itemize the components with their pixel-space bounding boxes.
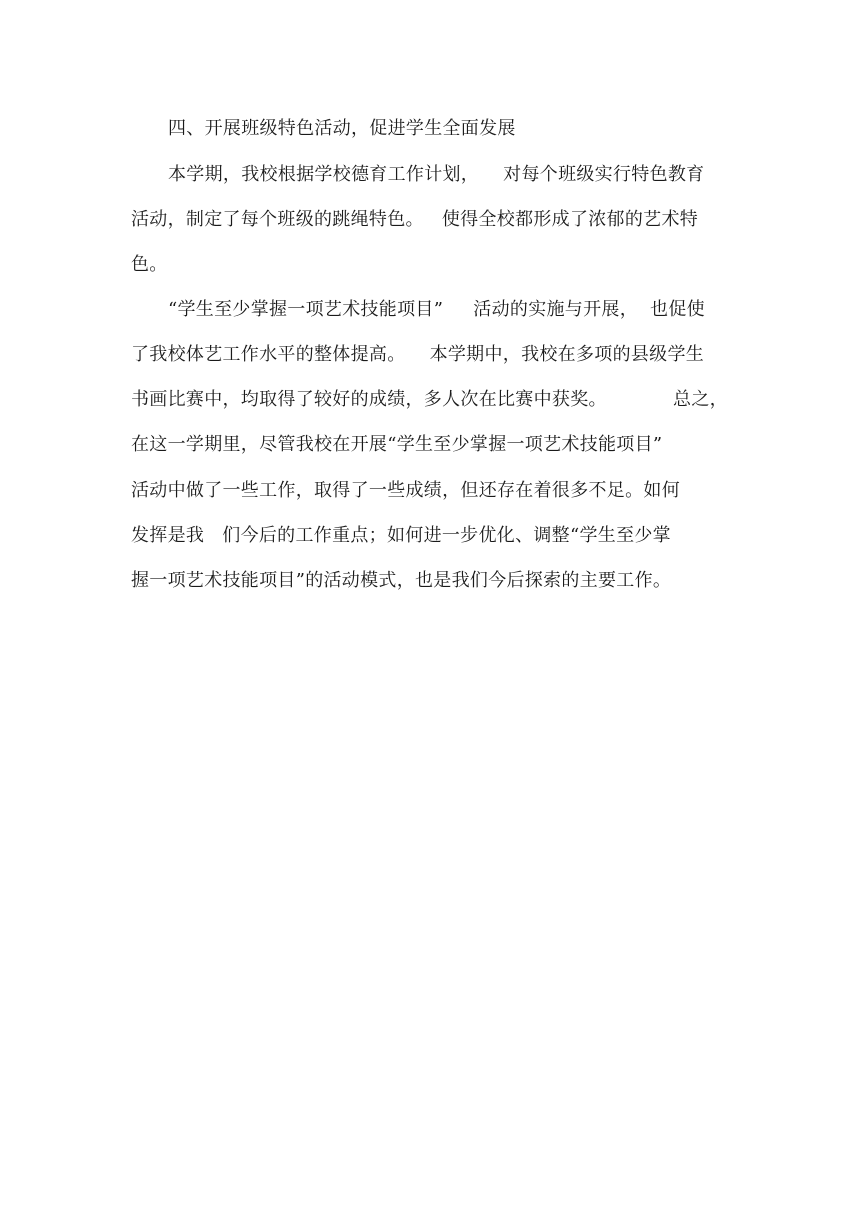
paragraph-line: 在这一学期里，尽管我校在开展“学生至少掌握一项艺术技能项目” [131,434,663,455]
paragraph-line: “学生至少掌握一项艺术技能项目” 活动的实施与开展， 也促使 [168,299,705,320]
section-heading: 四、开展班级特色活动，促进学生全面发展 [168,118,516,139]
paragraph-line: 活动，制定了每个班级的跳绳特色。 使得全校都形成了浓郁的艺术特 [131,209,699,230]
paragraph-line: 色。 [131,254,168,275]
paragraph-line: 本学期，我校根据学校德育工作计划， 对每个班级实行特色教育 [168,164,705,185]
paragraph-line: 活动中做了一些工作，取得了一些成绩，但还存在着很多不足。如何 [131,480,680,501]
paragraph-line: 握一项艺术技能项目”的活动模式，也是我们今后探索的主要工作。 [131,570,672,591]
paragraph-line: 了我校体艺工作水平的整体提高。 本学期中，我校在多项的县级学生 [131,344,705,365]
paragraph-line: 书画比赛中，均取得了较好的成绩，多人次在比赛中获奖。 总之， [131,389,728,410]
paragraph-line: 发挥是我 们今后的工作重点；如何进一步优化、调整“学生至少掌 [131,525,671,546]
